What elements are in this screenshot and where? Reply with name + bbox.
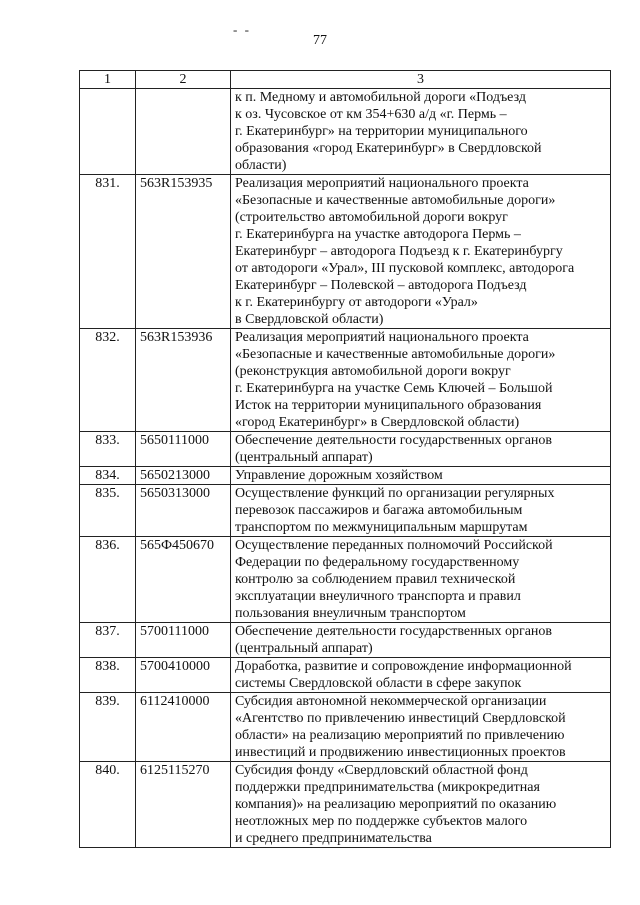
name-text-line: компания)» на реализацию мероприятий по оказанию xyxy=(235,797,557,812)
budget-code-table xyxy=(79,70,611,848)
name-text-line: области) xyxy=(235,158,287,173)
name-text-line: Екатеринбург – Полевской – автодорога Подъезд xyxy=(235,278,527,293)
row-number: 836. xyxy=(80,537,136,623)
row-number: 831. xyxy=(80,175,136,329)
target-article-code: 5650313000 xyxy=(136,485,231,537)
name-text-line: инвестиций и продвижению инвестиционных проектов xyxy=(235,745,566,760)
name-text-line: пользования внеуличным транспортом xyxy=(235,606,466,621)
target-article-name xyxy=(231,693,611,762)
row-number: 834. xyxy=(80,467,136,485)
target-article-code: 6112410000 xyxy=(136,693,231,762)
target-article-name xyxy=(231,329,611,432)
name-text-line: Реализация мероприятий национального проекта xyxy=(235,330,529,345)
target-article-name xyxy=(231,467,611,485)
column-header-name: 3 xyxy=(231,71,611,89)
table-row xyxy=(80,329,611,432)
table-row xyxy=(80,89,611,175)
name-text-line: к п. Медному и автомобильной дороги «Подъезд xyxy=(235,90,526,105)
name-text-line: перевозок пассажиров и багажа автомобильным xyxy=(235,503,523,518)
row-number: 835. xyxy=(80,485,136,537)
name-text-line: поддержки предпринимательства (микрокредитная xyxy=(235,780,540,795)
table-row xyxy=(80,537,611,623)
name-text-line: образования «город Екатеринбург» в Свердловской xyxy=(235,141,542,156)
name-text-line: (центральный аппарат) xyxy=(235,450,373,465)
row-number: 839. xyxy=(80,693,136,762)
name-text-line: Обеспечение деятельности государственных органов xyxy=(235,624,553,639)
target-article-name xyxy=(231,762,611,848)
name-text-line: к оз. Чусовское от км 354+630 а/д «г. Пермь – xyxy=(235,107,507,122)
target-article-name xyxy=(231,537,611,623)
target-article-code: 565Ф450670 xyxy=(136,537,231,623)
row-number xyxy=(80,89,136,175)
target-article-name xyxy=(231,658,611,693)
target-article-code: 563R153936 xyxy=(136,329,231,432)
name-text-line: и среднего предпринимательства xyxy=(235,831,432,846)
name-text-line: эксплуатации внеуличного транспорта и правил xyxy=(235,589,521,604)
table-body xyxy=(80,89,611,848)
column-header-code: 2 xyxy=(136,71,231,89)
row-number: 837. xyxy=(80,623,136,658)
row-number: 838. xyxy=(80,658,136,693)
table-row xyxy=(80,693,611,762)
name-text-line: Субсидия автономной некоммерческой организации xyxy=(235,694,547,709)
name-text-line: транспортом по межмуниципальным маршрутам xyxy=(235,520,528,535)
name-text-line: (строительство автомобильной дороги вокруг xyxy=(235,210,508,225)
target-article-code: 5650213000 xyxy=(136,467,231,485)
name-text-line: Осуществление переданных полномочий Российской xyxy=(235,538,553,553)
name-text-line: г. Екатеринбург» на территории муниципального xyxy=(235,124,528,139)
name-text-line: неотложных мер по поддержке субъектов малого xyxy=(235,814,528,829)
target-article-name xyxy=(231,89,611,175)
name-text-line: Екатеринбург – автодорога Подъезд к г. Екатеринбургу xyxy=(235,244,563,259)
table-row xyxy=(80,762,611,848)
name-text-line: Осуществление функций по организации регулярных xyxy=(235,486,555,501)
name-text-line: (центральный аппарат) xyxy=(235,641,373,656)
target-article-name xyxy=(231,175,611,329)
row-number: 832. xyxy=(80,329,136,432)
name-text-line: в Свердловской области) xyxy=(235,312,384,327)
name-text-line: «Безопасные и качественные автомобильные дороги» xyxy=(235,193,556,208)
target-article-name xyxy=(231,432,611,467)
target-article-name xyxy=(231,485,611,537)
table-row xyxy=(80,485,611,537)
page-number: 77 xyxy=(313,33,327,48)
scan-mark: - - xyxy=(233,22,251,37)
name-text-line: Доработка, развитие и сопровождение информационной xyxy=(235,659,572,674)
table-header-row xyxy=(80,71,611,89)
name-text-line: от автодороги «Урал», III пусковой комплекс, автодорога xyxy=(235,261,575,276)
name-text-line: г. Екатеринбурга на участке автодорога Пермь – xyxy=(235,227,521,242)
target-article-name xyxy=(231,623,611,658)
name-text-line: Исток на территории муниципального образования xyxy=(235,398,542,413)
name-text-line: области» на реализацию мероприятий по привлечению xyxy=(235,728,565,743)
name-text-line: Обеспечение деятельности государственных органов xyxy=(235,433,553,448)
row-number: 840. xyxy=(80,762,136,848)
name-text-line: «Безопасные и качественные автомобильные дороги» xyxy=(235,347,556,362)
name-text-line: к г. Екатеринбургу от автодороги «Урал» xyxy=(235,295,478,310)
column-header-number: 1 xyxy=(80,71,136,89)
name-text-line: «город Екатеринбург» в Свердловской области) xyxy=(235,415,520,430)
name-text-line: (реконструкция автомобильной дороги вокруг xyxy=(235,364,511,379)
table-row xyxy=(80,432,611,467)
table-row xyxy=(80,623,611,658)
target-article-code: 563R153935 xyxy=(136,175,231,329)
target-article-code: 6125115270 xyxy=(136,762,231,848)
target-article-code xyxy=(136,89,231,175)
target-article-code: 5650111000 xyxy=(136,432,231,467)
name-text-line: г. Екатеринбурга на участке Семь Ключей – Большой xyxy=(235,381,553,396)
name-text-line: системы Свердловской области в сфере закупок xyxy=(235,676,522,691)
target-article-code: 5700410000 xyxy=(136,658,231,693)
target-article-code: 5700111000 xyxy=(136,623,231,658)
row-number: 833. xyxy=(80,432,136,467)
name-text-line: Федерации по федеральному государственному xyxy=(235,555,520,570)
name-text-line: «Агентство по привлечению инвестиций Свердловской xyxy=(235,711,566,726)
name-text-line: контролю за соблюдением правил технической xyxy=(235,572,516,587)
table-row xyxy=(80,467,611,485)
name-text-line: Субсидия фонду «Свердловский областной фонд xyxy=(235,763,528,778)
name-text-line: Реализация мероприятий национального проекта xyxy=(235,176,529,191)
table-row xyxy=(80,658,611,693)
name-text-line: Управление дорожным хозяйством xyxy=(235,468,443,483)
table-row xyxy=(80,175,611,329)
